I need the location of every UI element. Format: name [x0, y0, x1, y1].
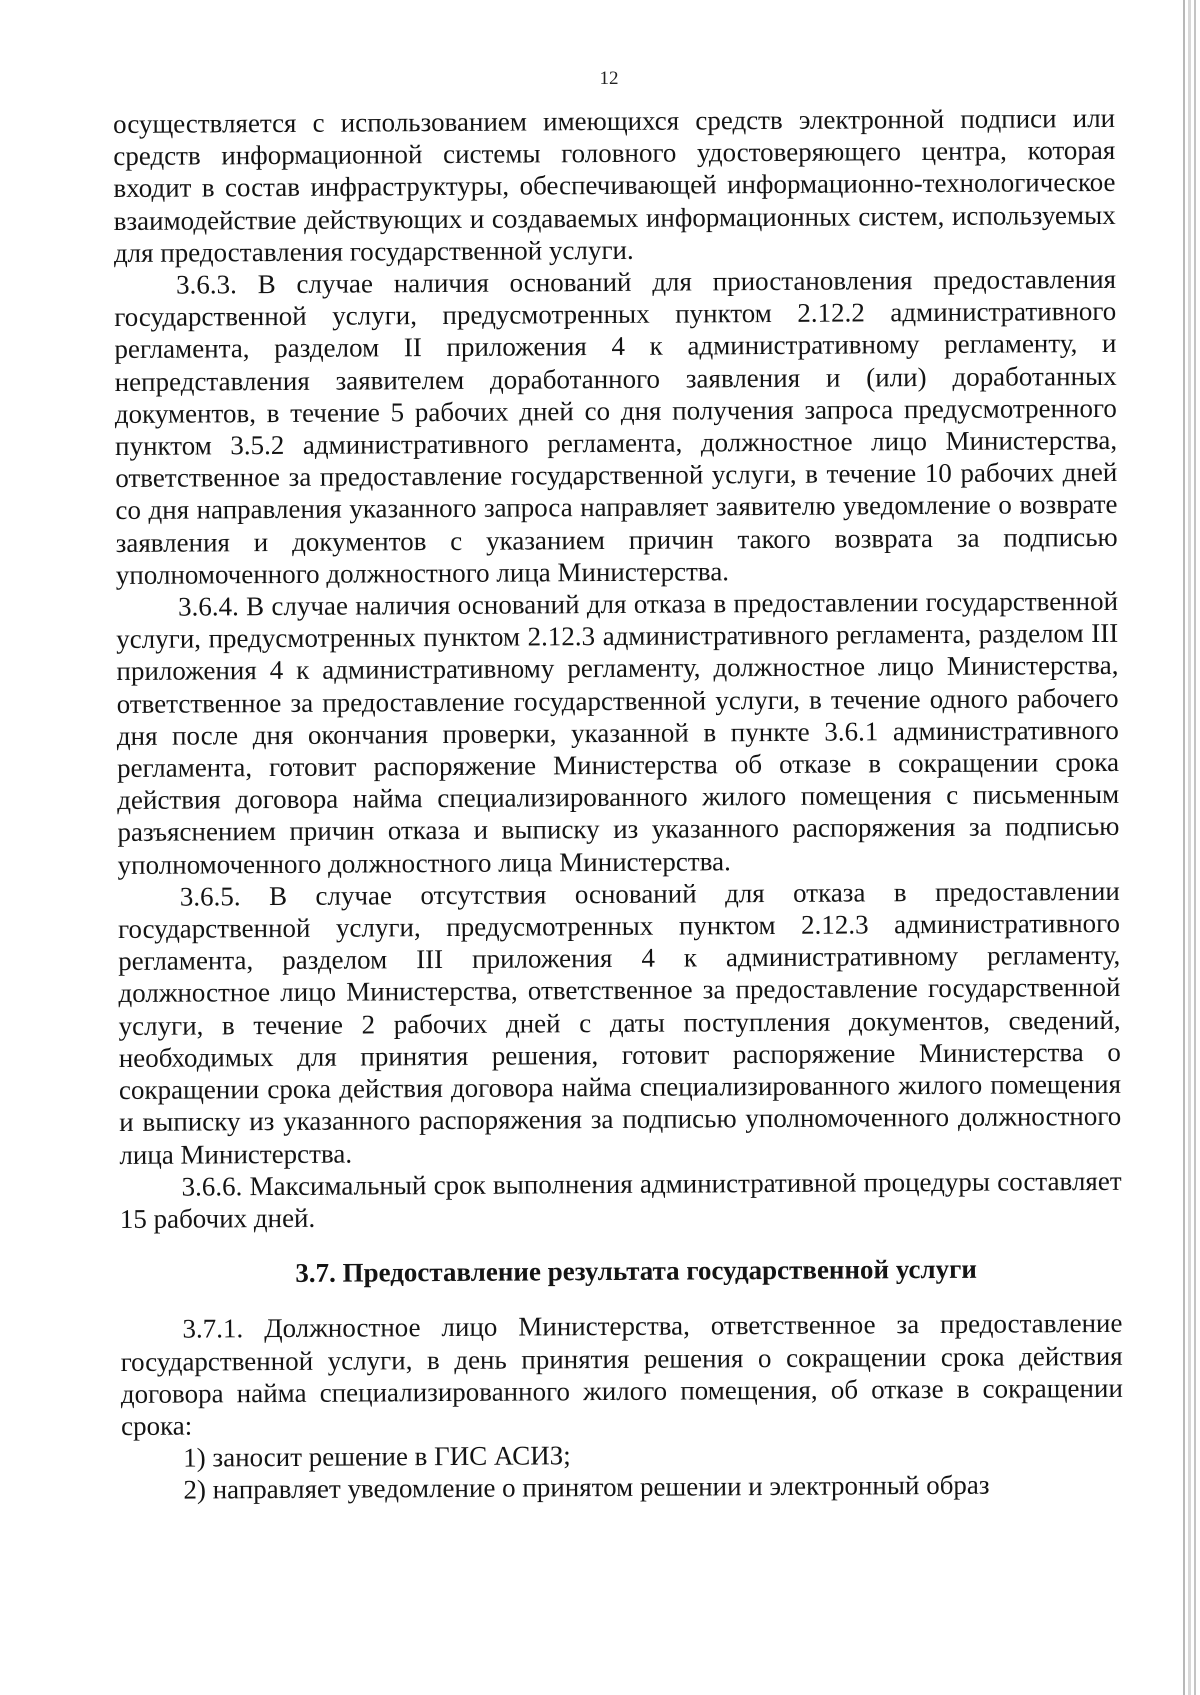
paragraph-3-7-1: 3.7.1. Должностное лицо Министерства, ответственное за предоставление государственной услуги, в день принятия решения о сокращении срока действия договора найма специализированного жилого помещения, об отказе в сокращении срока: [120, 1308, 1123, 1441]
list-item: 1) заносит решение в ГИС АСИЗ; [183, 1440, 571, 1473]
scan-edge-line [1188, 0, 1191, 1695]
section-heading: 3.7. Предоставление результата государственной услуги [295, 1253, 978, 1289]
paragraph-3-6-6: 3.6.6. Максимальный срок выполнения административной процедуры составляет 15 рабочих дней. [119, 1165, 1122, 1234]
paragraph-3-6-4: 3.6.4. В случае наличия оснований для отказа в предоставлении государственной услуги, предусмотренных пунктом 2.12.3 административного регламента, разделом III приложения 4 к административному регламенту, должностное лицо Министерства, ответственное за предоставление государственной услуги, в течение одного рабочего дня после дня окончания проверки, указанной в пункте 3.6.1 административного регламента, готовит распоряжение Министерства об отказе в сокращении срока действия договора найма специализированного жилого помещения с письменным разъяснением причин отказа и выписку из указанного распоряжения за подписью уполномоченного должностного лица Министерства. [116, 585, 1120, 880]
scan-edge-line [1194, 0, 1196, 1695]
page-number: 12 [599, 68, 619, 89]
paragraph-3-6-5: 3.6.5. В случае отсутствия оснований для отказа в предоставлении государственной услуги, предусмотренных пунктом 2.12.3 административного регламента, разделом III приложения 4 к административному регламенту, должностное лицо Министерства, ответственное за предоставление государственной услуги, в течение 2 рабочих дней с даты поступления документов, сведений, необходимых для принятия решения, готовит распоряжение Министерства о сокращении срока действия договора найма специализированного жилого помещения и выписку из указанного распоряжения за подписью уполномоченного должностного лица Министерства. [117, 875, 1122, 1170]
document-body [113, 102, 1124, 1507]
paragraph-3-6-3: 3.6.3. В случае наличия оснований для приостановления предоставления государственной услуги, предусмотренных пунктом 2.12.2 административного регламента, разделом II приложения 4 к административному регламенту, и непредставления заявителем доработанного заявления и (или) доработанных документов, в течение 5 рабочих дней со дня получения запроса предусмотренного пунктом 3.5.2 административного регламента, должностное лицо Министерства, ответственное за предоставление государственной услуги, в течение 10 рабочих дней со дня направления указанного запроса направляет заявителю уведомление о возврате заявления и документов с указанием причин такого возврата за подписью уполномоченного должностного лица Министерства. [114, 263, 1118, 590]
scan-edge-line [1183, 0, 1185, 1695]
list-item: 2) направляет уведомление о принятом решении и электронный образ [183, 1469, 990, 1505]
paragraph-continuation: осуществляется с использованием имеющихся средств электронной подписи или средств информационной системы головного удостоверяющего центра, которая входит в состав инфраструктуры, обеспечивающей информационно-технологическое взаимодействие действующих и создаваемых информационных систем, используемых для предоставления государственной услуги. [113, 102, 1116, 268]
